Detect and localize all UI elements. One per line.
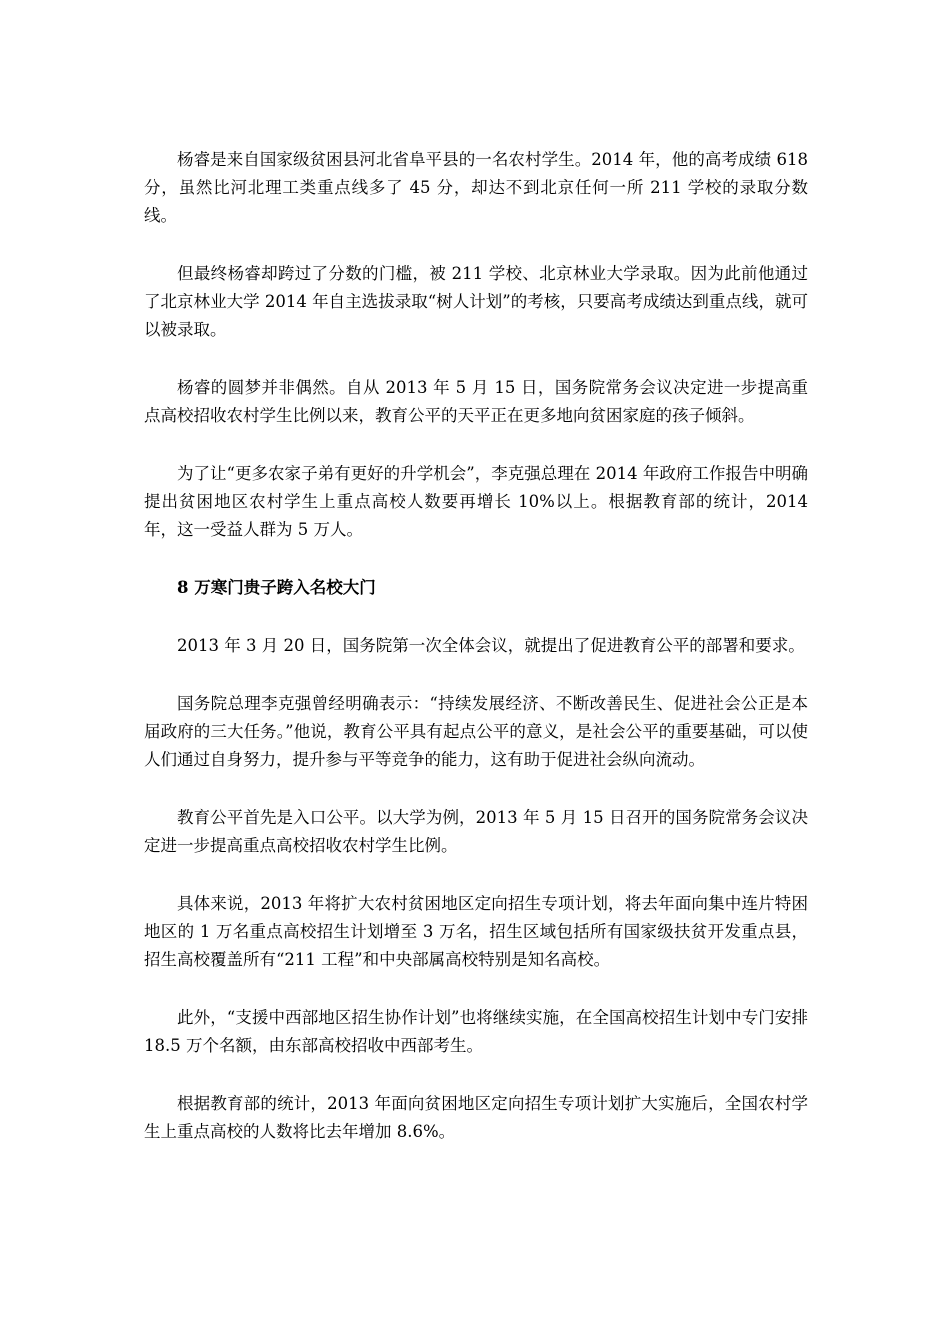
- paragraph-targeted-plan: 具体来说，2013 年将扩大农村贫困地区定向招生专项计划，将去年面向集中连片特困地区的 1 万名重点高校招生计划增至 3 万名，招生区域包括所有国家级扶贫开发重点县，招生高校覆盖所有“211 工程”和中央部属高校特别是知名高校。: [144, 894, 808, 969]
- paragraph-government-report: 为了让“更多农家子弟有更好的升学机会”，李克强总理在 2014 年政府工作报告中明确提出贫困地区农村学生上重点高校人数要再增长 10%以上。根据教育部的统计，2014 年，这一受益人群为 5 万人。: [144, 464, 808, 539]
- section-heading: 8 万寒门贵子跨入名校大门: [177, 578, 376, 597]
- paragraph-not-accidental: 杨睿的圆梦并非偶然。自从 2013 年 5 月 15 日，国务院常务会议决定进一步提高重点高校招收农村学生比例以来，教育公平的天平正在更多地向贫困家庭的孩子倾斜。: [144, 378, 808, 425]
- paragraph-statistics: 根据教育部的统计，2013 年面向贫困地区定向招生专项计划扩大实施后，全国农村学生上重点高校的人数将比去年增加 8.6%。: [144, 1094, 808, 1141]
- paragraph-admission: 但最终杨睿却跨过了分数的门槛，被 211 学校、北京林业大学录取。因为此前他通过了北京林业大学 2014 年自主选拔录取“树人计划”的考核，只要高考成绩达到重点线，就可以被录取。: [144, 264, 808, 339]
- paragraph-yang-rui-intro: 杨睿是来自国家级贫困县河北省阜平县的一名农村学生。2014 年，他的高考成绩 618 分，虽然比河北理工类重点线多了 45 分，却达不到北京任何一所 211 学校的录取分数线。: [144, 150, 808, 225]
- paragraph-entry-fairness: 教育公平首先是入口公平。以大学为例，2013 年 5 月 15 日召开的国务院常务会议决定进一步提高重点高校招收农村学生比例。: [144, 808, 808, 855]
- paragraph-state-council-meeting: 2013 年 3 月 20 日，国务院第一次全体会议，就提出了促进教育公平的部署和要求。: [177, 636, 805, 655]
- article-body: [144, 146, 808, 1146]
- paragraph-premier-statement: 国务院总理李克强曾经明确表示：“持续发展经济、不断改善民生、促进社会公正是本届政府的三大任务。”他说，教育公平具有起点公平的意义，是社会公平的重要基础，可以使人们通过自身努力，提升参与平等竞争的能力，这有助于促进社会纵向流动。: [144, 694, 808, 769]
- paragraph-support-plan: 此外，“支援中西部地区招生协作计划”也将继续实施，在全国高校招生计划中专门安排 18.5 万个名额，由东部高校招收中西部考生。: [144, 1008, 808, 1055]
